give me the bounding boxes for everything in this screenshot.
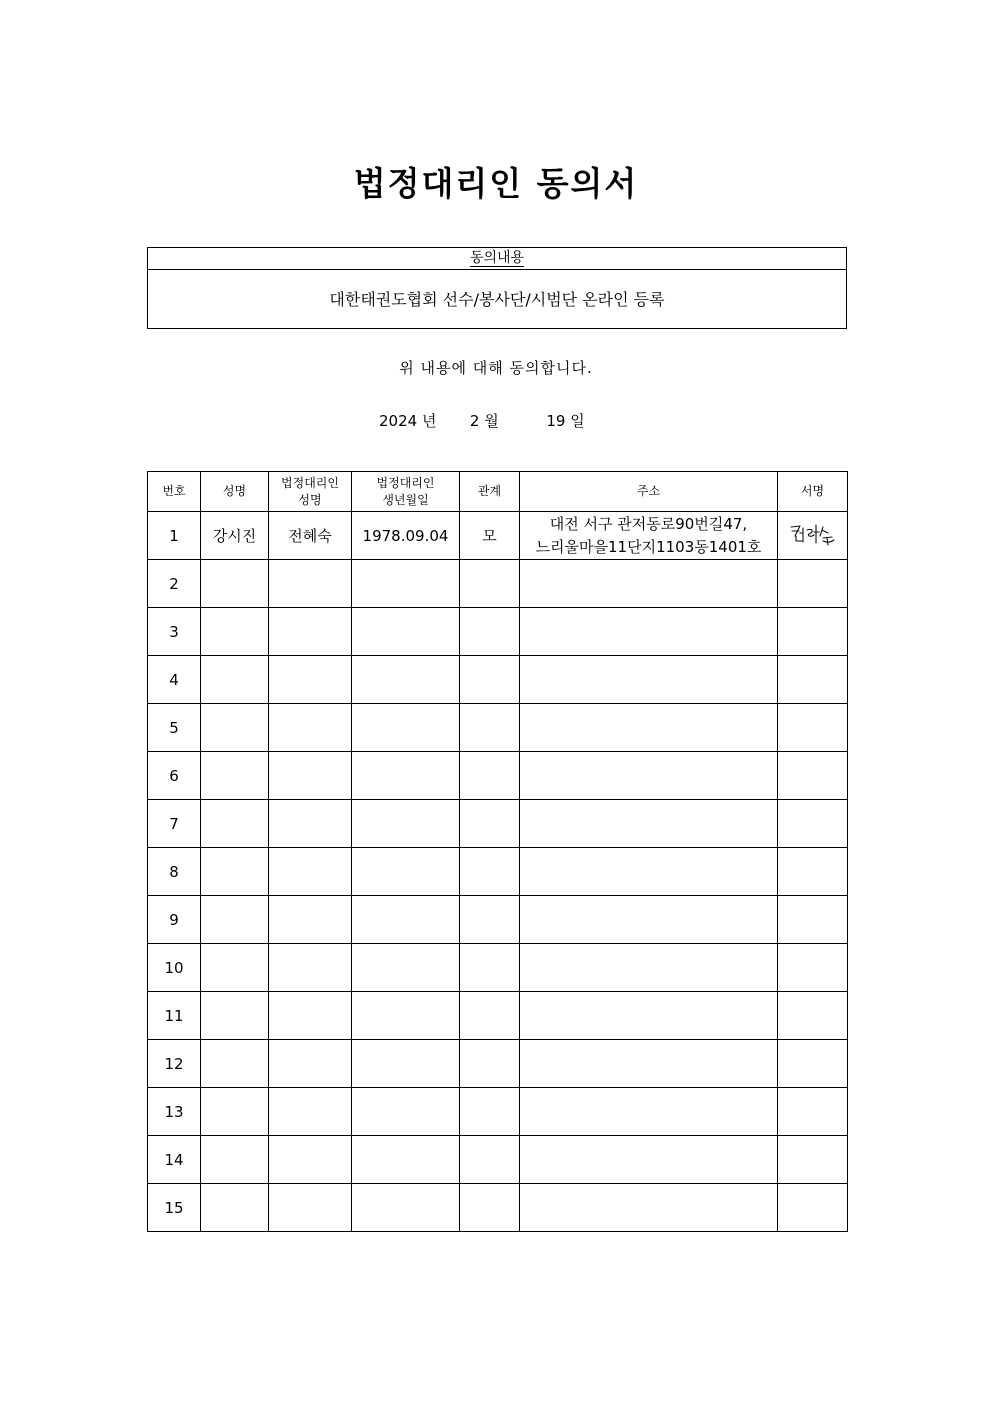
header-guardian-birth-line2: 생년월일 xyxy=(382,492,429,507)
cell-guardian-name xyxy=(269,1136,352,1184)
cell-relation xyxy=(460,1136,520,1184)
cell-signature xyxy=(778,704,848,752)
header-name: 성명 xyxy=(201,472,269,512)
cell-no: 8 xyxy=(148,848,201,896)
cell-relation: 모 xyxy=(460,512,520,560)
cell-guardian-name xyxy=(269,992,352,1040)
cell-guardian-birth xyxy=(352,1088,460,1136)
header-guardian-birth-line1: 법정대리인 xyxy=(376,475,435,490)
cell-signature xyxy=(778,800,848,848)
cell-name: 강시진 xyxy=(201,512,269,560)
cell-guardian-name xyxy=(269,944,352,992)
cell-relation xyxy=(460,560,520,608)
address-line: 대전 서구 관저동로90번길47, xyxy=(549,514,748,533)
cell-guardian-birth xyxy=(352,704,460,752)
cell-signature xyxy=(778,656,848,704)
cell-signature xyxy=(778,1136,848,1184)
cell-relation xyxy=(460,608,520,656)
cell-guardian-name: 전혜숙 xyxy=(269,512,352,560)
cell-guardian-birth xyxy=(352,752,460,800)
header-no: 번호 xyxy=(148,472,201,512)
cell-guardian-name xyxy=(269,1040,352,1088)
cell-name xyxy=(201,1040,269,1088)
table-row xyxy=(148,1184,848,1232)
cell-guardian-birth xyxy=(352,896,460,944)
cell-address xyxy=(520,560,778,608)
cell-guardian-birth xyxy=(352,1184,460,1232)
cell-relation xyxy=(460,704,520,752)
date-day: 19 xyxy=(546,412,566,430)
cell-guardian-name xyxy=(269,1088,352,1136)
cell-address xyxy=(520,608,778,656)
cell-no: 13 xyxy=(148,1088,201,1136)
cell-address xyxy=(520,1040,778,1088)
cell-no: 6 xyxy=(148,752,201,800)
cell-no: 5 xyxy=(148,704,201,752)
cell-name xyxy=(201,1088,269,1136)
cell-address xyxy=(520,1184,778,1232)
cell-signature xyxy=(778,752,848,800)
table-row xyxy=(148,560,848,608)
cell-no: 15 xyxy=(148,1184,201,1232)
guardian-table xyxy=(147,471,848,1232)
date-month-label: 월 xyxy=(484,412,499,430)
cell-guardian-name xyxy=(269,848,352,896)
date-year: 2024 xyxy=(379,412,418,430)
cell-guardian-name xyxy=(269,704,352,752)
consent-box xyxy=(147,247,847,329)
header-guardian-name-line2: 성명 xyxy=(298,492,322,507)
consent-content: 대한태권도협회 선수/봉사단/시범단 온라인 등록 xyxy=(329,290,665,309)
cell-address xyxy=(520,752,778,800)
table-row xyxy=(148,848,848,896)
consent-header xyxy=(148,248,846,270)
cell-guardian-name xyxy=(269,656,352,704)
table-row xyxy=(148,1040,848,1088)
cell-signature xyxy=(778,896,848,944)
cell-guardian-birth xyxy=(352,1040,460,1088)
table-row xyxy=(148,1088,848,1136)
table-row xyxy=(148,1136,848,1184)
cell-name xyxy=(201,608,269,656)
cell-guardian-name xyxy=(269,608,352,656)
cell-guardian-birth xyxy=(352,656,460,704)
cell-name xyxy=(201,752,269,800)
cell-relation xyxy=(460,1040,520,1088)
cell-signature xyxy=(778,560,848,608)
cell-guardian-name xyxy=(269,560,352,608)
cell-guardian-birth xyxy=(352,800,460,848)
cell-relation xyxy=(460,800,520,848)
cell-guardian-birth xyxy=(352,1136,460,1184)
cell-name xyxy=(201,1184,269,1232)
table-row xyxy=(148,704,848,752)
cell-signature xyxy=(778,1184,848,1232)
cell-address xyxy=(520,1088,778,1136)
cell-relation xyxy=(460,848,520,896)
table-row xyxy=(148,992,848,1040)
agreement-statement: 위 내용에 대해 동의합니다. xyxy=(399,359,593,377)
cell-no: 9 xyxy=(148,896,201,944)
date-month: 2 xyxy=(469,412,480,430)
cell-name xyxy=(201,1136,269,1184)
cell-no: 10 xyxy=(148,944,201,992)
cell-name xyxy=(201,560,269,608)
cell-no: 12 xyxy=(148,1040,201,1088)
table-row xyxy=(148,800,848,848)
cell-no: 7 xyxy=(148,800,201,848)
cell-address xyxy=(520,800,778,848)
cell-signature xyxy=(778,848,848,896)
cell-name xyxy=(201,800,269,848)
cell-no: 3 xyxy=(148,608,201,656)
cell-no: 2 xyxy=(148,560,201,608)
header-guardian-name xyxy=(269,472,352,512)
cell-guardian-birth xyxy=(352,848,460,896)
table-row xyxy=(148,944,848,992)
cell-address xyxy=(520,656,778,704)
cell-address xyxy=(520,1136,778,1184)
cell-guardian-name xyxy=(269,800,352,848)
cell-relation xyxy=(460,752,520,800)
cell-name xyxy=(201,992,269,1040)
header-relation: 관계 xyxy=(460,472,520,512)
page-title: 법정대리인 동의서 xyxy=(353,164,639,203)
cell-signature xyxy=(778,992,848,1040)
cell-relation xyxy=(460,1184,520,1232)
cell-name xyxy=(201,656,269,704)
table-row xyxy=(148,752,848,800)
cell-address xyxy=(520,896,778,944)
cell-address xyxy=(520,704,778,752)
consent-header-label: 동의내용 xyxy=(469,250,525,266)
cell-signature xyxy=(778,512,848,560)
cell-no: 14 xyxy=(148,1136,201,1184)
date-year-label: 년 xyxy=(421,412,437,430)
cell-guardian-birth xyxy=(352,992,460,1040)
cell-guardian-birth xyxy=(352,608,460,656)
cell-name xyxy=(201,704,269,752)
header-guardian-name-line1: 법정대리인 xyxy=(281,475,339,490)
cell-guardian-birth: 1978.09.04 xyxy=(352,512,460,560)
table-row xyxy=(148,896,848,944)
cell-guardian-name xyxy=(269,896,352,944)
cell-relation xyxy=(460,896,520,944)
header-address: 주소 xyxy=(520,472,778,512)
table-header-row xyxy=(148,472,848,512)
header-signature: 서명 xyxy=(778,472,848,512)
cell-name xyxy=(201,944,269,992)
table-row xyxy=(148,608,848,656)
cell-signature xyxy=(778,608,848,656)
cell-address xyxy=(520,944,778,992)
table-row xyxy=(148,512,848,560)
header-guardian-birth xyxy=(352,472,460,512)
cell-address xyxy=(520,848,778,896)
cell-no: 4 xyxy=(148,656,201,704)
cell-relation xyxy=(460,1088,520,1136)
cell-relation xyxy=(460,656,520,704)
date-day-label: 일 xyxy=(570,412,585,430)
table-row xyxy=(148,656,848,704)
date-line xyxy=(379,410,585,431)
cell-guardian-name xyxy=(269,752,352,800)
cell-relation xyxy=(460,944,520,992)
cell-address xyxy=(520,512,778,560)
cell-no: 11 xyxy=(148,992,201,1040)
address-line: 느리울마을11단지1103동1401호 xyxy=(535,537,762,556)
cell-address xyxy=(520,992,778,1040)
cell-name xyxy=(201,848,269,896)
cell-guardian-name xyxy=(269,1184,352,1232)
cell-signature xyxy=(778,944,848,992)
cell-guardian-birth xyxy=(352,944,460,992)
cell-no: 1 xyxy=(148,512,201,560)
cell-signature xyxy=(778,1040,848,1088)
cell-name xyxy=(201,896,269,944)
handwritten-signature xyxy=(787,519,839,549)
cell-guardian-birth xyxy=(352,560,460,608)
cell-relation xyxy=(460,992,520,1040)
cell-signature xyxy=(778,1088,848,1136)
